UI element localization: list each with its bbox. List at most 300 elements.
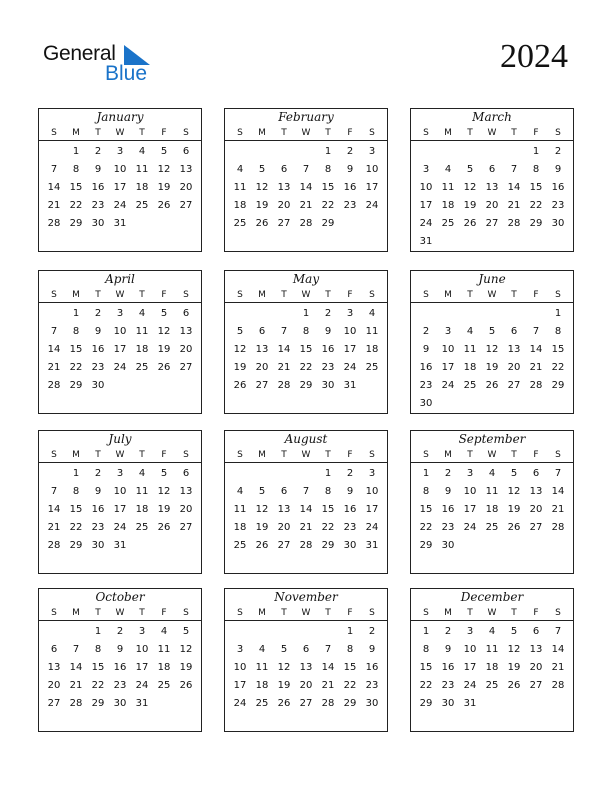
day-cell: 26 — [157, 362, 171, 373]
day-cell: 25 — [255, 698, 269, 709]
month-july — [38, 430, 202, 574]
day-cell: 4 — [488, 468, 496, 479]
day-cell: 13 — [47, 662, 61, 673]
day-cell: 22 — [69, 200, 83, 211]
day-cell: 19 — [233, 362, 247, 373]
empty-day-cell — [415, 143, 437, 161]
empty-day-cell — [503, 143, 525, 161]
day-cell: 19 — [255, 522, 269, 533]
weekday-label: T — [325, 450, 331, 460]
day-cell: 31 — [113, 540, 127, 551]
day-cell: 6 — [280, 486, 288, 497]
day-cell: 8 — [422, 486, 430, 497]
day-cell: 3 — [422, 164, 430, 175]
day-cell: 1 — [422, 626, 430, 637]
day-cell: 12 — [157, 326, 171, 337]
day-cell: 26 — [277, 698, 291, 709]
weekday-label: W — [115, 450, 125, 460]
month-name: December — [460, 590, 524, 604]
day-cell: 5 — [258, 486, 266, 497]
day-cell: 5 — [160, 308, 168, 319]
day-cell: 28 — [299, 218, 313, 229]
day-cell: 11 — [463, 344, 477, 355]
day-cell: 16 — [441, 504, 455, 515]
day-cell: 13 — [507, 344, 521, 355]
day-cell: 5 — [258, 164, 266, 175]
weekday-label: S — [369, 608, 375, 618]
day-cell: 18 — [135, 504, 149, 515]
day-cell: 8 — [72, 326, 80, 337]
day-cell: 16 — [91, 344, 105, 355]
weekday-label: M — [72, 290, 80, 300]
day-cell: 15 — [343, 662, 357, 673]
day-cell: 20 — [179, 504, 193, 515]
empty-day-cell — [481, 143, 503, 161]
weekday-label: S — [237, 290, 243, 300]
day-cell: 16 — [113, 662, 127, 673]
empty-day-cell — [251, 305, 273, 323]
weekday-label: F — [347, 608, 353, 618]
weekday-label: S — [369, 290, 375, 300]
day-cell: 4 — [138, 146, 146, 157]
day-cell: 16 — [91, 504, 105, 515]
day-cell: 2 — [116, 626, 124, 637]
weekday-label: T — [511, 608, 517, 618]
day-cell: 31 — [135, 698, 149, 709]
day-cell: 17 — [441, 362, 455, 373]
day-cell: 19 — [255, 200, 269, 211]
day-cell: 22 — [69, 522, 83, 533]
weekday-label: M — [258, 608, 266, 618]
day-cell: 3 — [466, 626, 474, 637]
empty-day-cell — [459, 305, 481, 323]
day-cell: 9 — [346, 486, 354, 497]
weekday-label: M — [258, 290, 266, 300]
day-cell: 23 — [551, 200, 565, 211]
month-august — [224, 430, 388, 574]
day-cell: 21 — [47, 362, 61, 373]
day-cell: 13 — [277, 182, 291, 193]
day-cell: 16 — [343, 504, 357, 515]
weekday-label: W — [487, 290, 497, 300]
day-cell: 9 — [444, 486, 452, 497]
day-cell: 13 — [255, 344, 269, 355]
day-grid — [39, 621, 201, 713]
day-cell: 2 — [346, 146, 354, 157]
empty-day-cell — [43, 465, 65, 483]
day-cell: 12 — [485, 344, 499, 355]
day-grid — [39, 303, 201, 395]
day-cell: 12 — [507, 486, 521, 497]
day-cell: 13 — [277, 504, 291, 515]
day-cell: 7 — [510, 164, 518, 175]
weekday-label: T — [281, 290, 287, 300]
day-grid — [225, 621, 387, 713]
empty-day-cell — [229, 623, 251, 641]
weekday-label: F — [347, 128, 353, 138]
day-cell: 6 — [488, 164, 496, 175]
calendar-year: 2024 — [500, 38, 568, 75]
day-cell: 28 — [529, 380, 543, 391]
weekday-header — [411, 606, 573, 621]
weekday-label: M — [444, 128, 452, 138]
day-cell: 14 — [47, 182, 61, 193]
empty-day-cell — [295, 623, 317, 641]
month-name: August — [284, 432, 328, 446]
empty-day-cell — [437, 143, 459, 161]
day-cell: 25 — [485, 680, 499, 691]
weekday-label: F — [161, 290, 167, 300]
day-cell: 14 — [47, 504, 61, 515]
weekday-label: T — [95, 450, 101, 460]
weekday-label: S — [183, 290, 189, 300]
day-cell: 13 — [179, 164, 193, 175]
weekday-label: T — [95, 608, 101, 618]
day-cell: 4 — [138, 308, 146, 319]
day-cell: 2 — [444, 468, 452, 479]
day-cell: 4 — [138, 468, 146, 479]
day-cell: 8 — [302, 326, 310, 337]
empty-day-cell — [43, 143, 65, 161]
day-cell: 1 — [324, 468, 332, 479]
day-cell: 29 — [69, 218, 83, 229]
empty-day-cell — [251, 143, 273, 161]
day-cell: 15 — [321, 504, 335, 515]
day-cell: 1 — [94, 626, 102, 637]
weekday-label: F — [533, 128, 539, 138]
day-cell: 9 — [116, 644, 124, 655]
day-cell: 3 — [346, 308, 354, 319]
weekday-header — [411, 126, 573, 141]
day-cell: 29 — [299, 380, 313, 391]
day-cell: 29 — [343, 698, 357, 709]
day-cell: 27 — [179, 362, 193, 373]
empty-day-cell — [295, 465, 317, 483]
weekday-label: M — [444, 608, 452, 618]
day-cell: 22 — [321, 200, 335, 211]
day-cell: 14 — [277, 344, 291, 355]
day-cell: 20 — [299, 680, 313, 691]
weekday-header — [39, 606, 201, 621]
day-cell: 11 — [233, 504, 247, 515]
day-cell: 14 — [299, 182, 313, 193]
day-cell: 16 — [343, 182, 357, 193]
day-cell: 6 — [258, 326, 266, 337]
weekday-label: T — [139, 608, 145, 618]
month-name: May — [292, 272, 320, 286]
day-cell: 15 — [321, 182, 335, 193]
day-cell: 12 — [277, 662, 291, 673]
day-cell: 20 — [179, 182, 193, 193]
weekday-label: S — [555, 450, 561, 460]
day-cell: 20 — [277, 200, 291, 211]
day-cell: 23 — [91, 522, 105, 533]
weekday-label: S — [51, 450, 57, 460]
day-cell: 18 — [441, 200, 455, 211]
day-cell: 10 — [135, 644, 149, 655]
weekday-label: W — [487, 450, 497, 460]
month-name: March — [472, 110, 512, 124]
day-cell: 27 — [485, 218, 499, 229]
day-cell: 15 — [69, 344, 83, 355]
day-cell: 23 — [113, 680, 127, 691]
day-cell: 27 — [47, 698, 61, 709]
day-cell: 30 — [343, 540, 357, 551]
day-cell: 18 — [365, 344, 379, 355]
day-cell: 28 — [47, 540, 61, 551]
weekday-label: W — [487, 608, 497, 618]
day-cell: 6 — [182, 146, 190, 157]
day-cell: 24 — [365, 200, 379, 211]
day-cell: 19 — [179, 662, 193, 673]
day-cell: 20 — [47, 680, 61, 691]
empty-day-cell — [229, 465, 251, 483]
day-cell: 29 — [69, 380, 83, 391]
day-cell: 27 — [255, 380, 269, 391]
day-cell: 30 — [91, 540, 105, 551]
month-name: February — [278, 110, 334, 124]
empty-day-cell — [273, 465, 295, 483]
day-cell: 29 — [551, 380, 565, 391]
day-cell: 26 — [463, 218, 477, 229]
day-cell: 28 — [321, 698, 335, 709]
day-cell: 20 — [529, 662, 543, 673]
day-cell: 20 — [179, 344, 193, 355]
day-cell: 7 — [302, 486, 310, 497]
day-cell: 21 — [47, 522, 61, 533]
day-cell: 22 — [321, 522, 335, 533]
day-cell: 4 — [488, 626, 496, 637]
day-cell: 10 — [463, 644, 477, 655]
day-cell: 2 — [94, 468, 102, 479]
day-cell: 14 — [299, 504, 313, 515]
day-cell: 12 — [233, 344, 247, 355]
day-cell: 30 — [113, 698, 127, 709]
day-cell: 10 — [419, 182, 433, 193]
day-cell: 17 — [343, 344, 357, 355]
day-cell: 23 — [441, 680, 455, 691]
brand-word-blue: Blue — [105, 62, 148, 85]
day-cell: 15 — [419, 504, 433, 515]
day-cell: 26 — [157, 522, 171, 533]
day-cell: 28 — [47, 218, 61, 229]
day-cell: 9 — [94, 486, 102, 497]
weekday-header — [411, 288, 573, 303]
brand-logo — [43, 40, 163, 86]
day-cell: 16 — [551, 182, 565, 193]
weekday-label: W — [115, 608, 125, 618]
day-cell: 11 — [135, 326, 149, 337]
day-cell: 8 — [72, 164, 80, 175]
day-cell: 25 — [233, 218, 247, 229]
month-name: January — [96, 110, 144, 124]
day-cell: 7 — [280, 326, 288, 337]
day-cell: 14 — [529, 344, 543, 355]
day-cell: 9 — [422, 344, 430, 355]
day-grid — [225, 463, 387, 555]
day-cell: 25 — [135, 522, 149, 533]
day-cell: 30 — [91, 218, 105, 229]
day-cell: 12 — [157, 164, 171, 175]
day-cell: 24 — [365, 522, 379, 533]
day-cell: 5 — [160, 468, 168, 479]
day-cell: 2 — [554, 146, 562, 157]
day-cell: 3 — [236, 644, 244, 655]
weekday-label: S — [423, 290, 429, 300]
day-cell: 10 — [365, 486, 379, 497]
day-cell: 12 — [179, 644, 193, 655]
day-cell: 29 — [321, 218, 335, 229]
weekday-label: F — [533, 450, 539, 460]
weekday-label: T — [281, 128, 287, 138]
weekday-label: T — [467, 608, 473, 618]
weekday-label: T — [325, 128, 331, 138]
day-cell: 24 — [113, 200, 127, 211]
day-cell: 17 — [135, 662, 149, 673]
day-cell: 18 — [255, 680, 269, 691]
day-cell: 24 — [343, 362, 357, 373]
day-cell: 27 — [529, 680, 543, 691]
empty-day-cell — [415, 305, 437, 323]
weekday-label: T — [467, 290, 473, 300]
day-cell: 29 — [529, 218, 543, 229]
day-cell: 18 — [233, 200, 247, 211]
day-cell: 2 — [324, 308, 332, 319]
day-cell: 1 — [72, 146, 80, 157]
day-cell: 11 — [485, 486, 499, 497]
day-cell: 1 — [72, 308, 80, 319]
month-name: October — [95, 590, 145, 604]
day-cell: 7 — [50, 326, 58, 337]
day-cell: 29 — [91, 698, 105, 709]
day-cell: 18 — [135, 182, 149, 193]
day-cell: 8 — [554, 326, 562, 337]
day-cell: 16 — [91, 182, 105, 193]
weekday-label: W — [301, 128, 311, 138]
day-cell: 5 — [182, 626, 190, 637]
weekday-label: F — [533, 608, 539, 618]
day-cell: 12 — [463, 182, 477, 193]
empty-day-cell — [273, 623, 295, 641]
day-cell: 29 — [69, 540, 83, 551]
day-cell: 24 — [441, 380, 455, 391]
weekday-label: F — [161, 608, 167, 618]
weekday-label: M — [444, 290, 452, 300]
day-grid — [411, 463, 573, 555]
day-cell: 20 — [485, 200, 499, 211]
day-cell: 30 — [91, 380, 105, 391]
day-cell: 12 — [507, 644, 521, 655]
day-cell: 17 — [233, 680, 247, 691]
day-cell: 19 — [463, 200, 477, 211]
day-cell: 25 — [441, 218, 455, 229]
day-cell: 27 — [179, 522, 193, 533]
day-cell: 18 — [157, 662, 171, 673]
weekday-label: W — [115, 128, 125, 138]
day-cell: 24 — [419, 218, 433, 229]
weekday-label: F — [347, 290, 353, 300]
day-cell: 23 — [91, 362, 105, 373]
day-cell: 27 — [529, 522, 543, 533]
weekday-label: S — [369, 128, 375, 138]
weekday-label: S — [237, 128, 243, 138]
day-grid — [225, 141, 387, 233]
day-cell: 24 — [135, 680, 149, 691]
day-cell: 16 — [419, 362, 433, 373]
weekday-label: T — [139, 128, 145, 138]
day-cell: 26 — [179, 680, 193, 691]
day-cell: 28 — [277, 380, 291, 391]
day-cell: 20 — [529, 504, 543, 515]
weekday-label: T — [467, 128, 473, 138]
weekday-label: F — [533, 290, 539, 300]
day-cell: 3 — [444, 326, 452, 337]
day-cell: 8 — [72, 486, 80, 497]
day-cell: 26 — [507, 522, 521, 533]
day-cell: 22 — [91, 680, 105, 691]
day-cell: 2 — [422, 326, 430, 337]
month-april — [38, 270, 202, 414]
day-cell: 16 — [321, 344, 335, 355]
day-cell: 6 — [510, 326, 518, 337]
day-cell: 5 — [160, 146, 168, 157]
day-cell: 11 — [255, 662, 269, 673]
day-cell: 15 — [419, 662, 433, 673]
day-cell: 18 — [135, 344, 149, 355]
day-cell: 10 — [463, 486, 477, 497]
weekday-label: W — [301, 290, 311, 300]
weekday-label: M — [444, 450, 452, 460]
day-cell: 4 — [466, 326, 474, 337]
day-cell: 30 — [365, 698, 379, 709]
day-cell: 8 — [324, 486, 332, 497]
day-cell: 25 — [463, 380, 477, 391]
day-cell: 24 — [113, 362, 127, 373]
day-cell: 17 — [113, 182, 127, 193]
day-cell: 5 — [510, 468, 518, 479]
day-cell: 19 — [157, 504, 171, 515]
day-cell: 5 — [236, 326, 244, 337]
empty-day-cell — [437, 305, 459, 323]
day-cell: 16 — [365, 662, 379, 673]
day-cell: 24 — [113, 522, 127, 533]
day-cell: 13 — [179, 326, 193, 337]
day-cell: 6 — [182, 308, 190, 319]
day-cell: 11 — [135, 486, 149, 497]
weekday-label: S — [423, 128, 429, 138]
day-cell: 7 — [324, 644, 332, 655]
day-cell: 13 — [529, 644, 543, 655]
day-cell: 26 — [507, 680, 521, 691]
weekday-label: T — [325, 608, 331, 618]
weekday-label: S — [51, 128, 57, 138]
day-cell: 22 — [551, 362, 565, 373]
day-cell: 24 — [463, 680, 477, 691]
day-cell: 10 — [365, 164, 379, 175]
day-cell: 5 — [510, 626, 518, 637]
day-cell: 10 — [113, 164, 127, 175]
weekday-label: F — [347, 450, 353, 460]
day-cell: 14 — [47, 344, 61, 355]
empty-day-cell — [317, 623, 339, 641]
day-cell: 21 — [69, 680, 83, 691]
day-cell: 7 — [72, 644, 80, 655]
weekday-label: T — [95, 128, 101, 138]
weekday-label: T — [511, 290, 517, 300]
weekday-label: F — [161, 128, 167, 138]
day-grid — [411, 141, 573, 251]
day-cell: 17 — [463, 662, 477, 673]
